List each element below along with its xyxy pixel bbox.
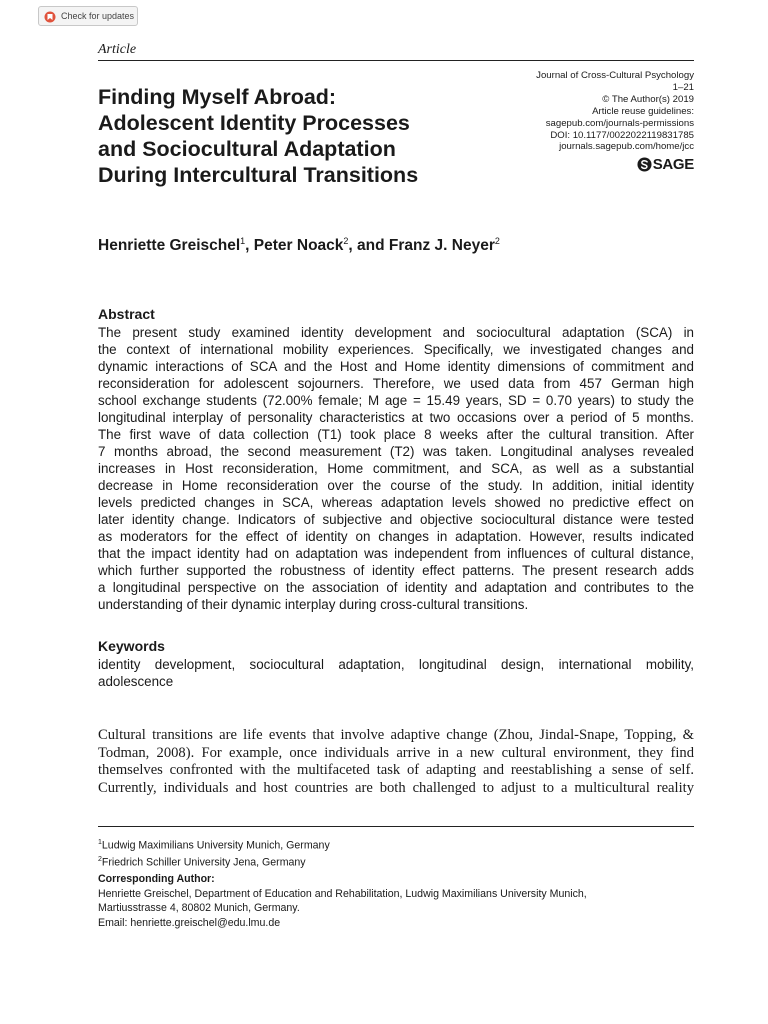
article-title (98, 84, 498, 188)
abstract-line: that the impact identity had on adaptation was independent from influences of cultural distance, (98, 546, 694, 561)
check-for-updates-label: Check for updates (61, 11, 135, 21)
doi-link[interactable]: DOI: 10.1177/0022022119831785 (550, 129, 694, 141)
abstract-line: dynamic interactions of SCA and the Host and Home identity dimensions of commitment and (98, 359, 694, 374)
footnote-divider (98, 826, 694, 827)
affiliation-marker: 2 (343, 236, 349, 246)
abstract-heading: Abstract (98, 306, 155, 322)
affiliations (98, 836, 330, 869)
copyright: © The Author(s) 2019 (602, 93, 694, 105)
corresponding-author-line: Martiusstrasse 4, 80802 Munich, Germany. (98, 902, 300, 914)
abstract-line: reconsideration for adolescent sojourners. Therefore, we used data from 457 German high (98, 376, 694, 391)
author-name: Henriette Greischel (98, 237, 241, 255)
abstract-line: increases in Host reconsideration, Home commitment, and SCA, as well as a substantial (98, 461, 694, 476)
abstract-line: school exchange students (72.00% female; M age = 15.49 years, SD = 0.70 years) to study the (98, 393, 694, 408)
title-line: and Sociocultural Adaptation (98, 137, 396, 161)
body-line: themselves confronted with the multifaceted task of adapting and reestablishing a sense of self. (98, 762, 694, 779)
abstract-line: which further supported the robustness of identity effect patterns. The present research adds (98, 563, 694, 578)
corresponding-author (98, 872, 587, 930)
body-line: Currently, individuals and host countries are both challenged to adjust to a multicultural reality (98, 779, 694, 796)
author-name: Peter Noack (253, 237, 344, 255)
body-paragraph (98, 727, 694, 797)
abstract-line: levels predicted changes in SCA, whereas adaptation levels showed no predictive effect on (98, 495, 694, 510)
title-line: During Intercultural Transitions (98, 163, 419, 187)
journal-home-link[interactable]: journals.sagepub.com/home/jcc (559, 141, 694, 153)
affiliation-number: 2 (98, 855, 102, 863)
abstract-line: the context of international mobility experiences. Specifically, we investigated changes and (98, 342, 694, 357)
abstract-line: a longitudinal perspective on the association of identity and adaptation and contributes to the (98, 580, 694, 595)
article-type-label: Article (98, 42, 137, 57)
corresponding-author-line: Henriette Greischel, Department of Education and Rehabilitation, Ludwig Maximilians University Munich, (98, 887, 587, 900)
affiliation-text: Friedrich Schiller University Jena, Germany (101, 856, 306, 869)
keywords-line: adolescence (98, 674, 174, 689)
body-line: Cultural transitions are life events that involve adaptive change (Zhou, Jindal-Snape, Topping, & (98, 727, 694, 743)
abstract-line: understanding of their dynamic interplay during cross-cultural transitions. (98, 597, 529, 612)
sage-s-icon (637, 157, 652, 172)
corresponding-author-email[interactable]: Email: henriette.greischel@edu.lmu.de (98, 916, 281, 929)
sage-logo (637, 156, 694, 173)
abstract-line: The present study examined identity development and sociocultural adaptation (SCA) in (98, 325, 694, 340)
permissions-link[interactable]: sagepub.com/journals-permissions (545, 117, 694, 129)
abstract-line: The first wave of data collection (T1) took place 8 weeks after the cultural transition. After (98, 427, 694, 442)
corresponding-author-heading: Corresponding Author: (98, 873, 215, 885)
check-for-updates-button[interactable] (38, 6, 138, 26)
author-name: Franz J. Neyer (388, 237, 495, 255)
affiliation-text: Ludwig Maximilians University Munich, Germany (101, 839, 330, 852)
header-divider (98, 60, 694, 61)
affiliation-marker: 1 (240, 236, 246, 246)
keywords-heading: Keywords (98, 638, 165, 654)
affiliation-item (98, 853, 330, 870)
journal-name: Journal of Cross-Cultural Psychology (536, 70, 694, 81)
abstract-line: later identity change. Indicators of subjective and objective sociocultural distance were tested (98, 512, 694, 527)
keywords-list (98, 656, 694, 690)
abstract-line: longitudinal interplay of personality characteristics at two occasions over a period of 5 months. (98, 410, 694, 425)
body-line: Todman, 2008). For example, once individuals arrive in a new cultural environment, they find (98, 744, 694, 761)
journal-metadata (536, 70, 694, 153)
abstract-body (98, 324, 694, 613)
author-list (98, 236, 500, 255)
reuse-guidelines: Article reuse guidelines: (592, 105, 694, 117)
author-separator: , (245, 237, 254, 255)
affiliation-number: 1 (98, 839, 102, 846)
sage-logo-text: SAGE (652, 156, 694, 173)
keywords-line: identity development, sociocultural adaptation, longitudinal design, international mobility, (98, 657, 694, 672)
title-line: Finding Myself Abroad: (98, 85, 337, 109)
abstract-line: 7 months abroad, the second measurement (T2) was taken. Longitudinal analyses revealed (98, 444, 694, 459)
affiliation-item (98, 836, 330, 853)
crossmark-icon (44, 10, 56, 22)
title-line: Adolescent Identity Processes (98, 111, 410, 135)
affiliation-marker: 2 (494, 236, 500, 246)
page-range: 1–21 (672, 81, 694, 93)
abstract-line: decrease in Home reconsideration over the course of the study. In addition, initial identity (98, 478, 694, 493)
author-separator: , and (348, 237, 389, 255)
abstract-line: as moderators for the effect of identity on changes in adaptation. However, results indicated (98, 529, 694, 544)
